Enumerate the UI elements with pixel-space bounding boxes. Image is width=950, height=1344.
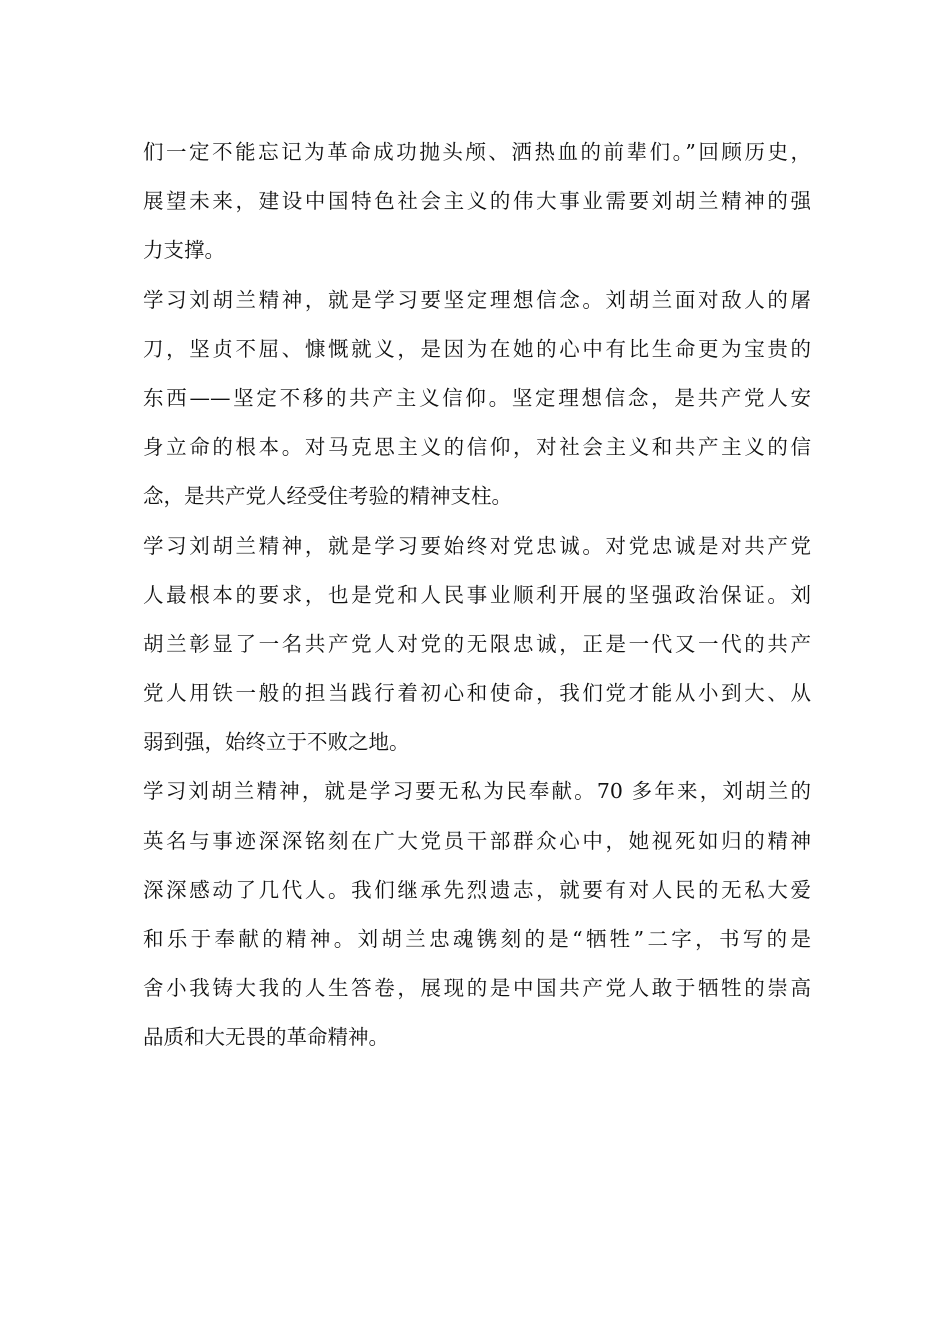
text-line: 刀，坚贞不屈、慷慨就义，是因为在她的心中有比生命更为宝贵的	[143, 336, 811, 361]
text-line: 们一定不能忘记为革命成功抛头颅、洒热血的前辈们。”回顾历史，	[143, 140, 811, 164]
text-line: 学习刘胡兰精神，就是学习要坚定理想信念。刘胡兰面对敌人的屠	[143, 287, 811, 312]
paragraph-dedication	[143, 767, 811, 1062]
text-line: 学习刘胡兰精神，就是学习要始终对党忠诚。对党忠诚是对共产党	[143, 533, 811, 558]
document-body	[143, 128, 811, 1063]
text-line: 展望未来，建设中国特色社会主义的伟大事业需要刘胡兰精神的强	[143, 189, 811, 214]
text-line: 舍小我铸大我的人生答卷，展现的是中国共产党人敢于牺牲的崇高	[143, 976, 811, 1001]
text-line: 弱到强，始终立于不败之地。	[143, 730, 410, 755]
text-line: 身立命的根本。对马克思主义的信仰，对社会主义和共产主义的信	[143, 435, 811, 460]
text-line: 念，是共产党人经受住考验的精神支柱。	[143, 484, 512, 509]
text-line: 党人用铁一般的担当践行着初心和使命，我们党才能从小到大、从	[143, 681, 811, 706]
text-line: 东西——坚定不移的共产主义信仰。坚定理想信念，是共产党人安	[143, 385, 811, 410]
text-line: 胡兰彰显了一名共产党人对党的无限忠诚，正是一代又一代的共产	[143, 631, 811, 656]
text-line: 和乐于奉献的精神。刘胡兰忠魂镌刻的是“牺牲”二字，书写的是	[143, 927, 811, 951]
paragraph-loyalty	[143, 522, 811, 768]
text-line: 深深感动了几代人。我们继承先烈遗志，就要有对人民的无私大爱	[143, 877, 811, 902]
text-line: 品质和大无畏的革命精神。	[143, 1025, 389, 1050]
paragraph-continuation	[143, 128, 811, 276]
text-line: 英名与事迹深深铭刻在广大党员干部群众心中，她视死如归的精神	[143, 828, 811, 853]
text-line: 人最根本的要求，也是党和人民事业顺利开展的坚强政治保证。刘	[143, 582, 811, 607]
text-line: 学习刘胡兰精神，就是学习要无私为民奉献。70 多年来，刘胡兰的	[143, 779, 811, 804]
paragraph-ideals	[143, 276, 811, 522]
text-line: 力支撑。	[143, 238, 225, 263]
